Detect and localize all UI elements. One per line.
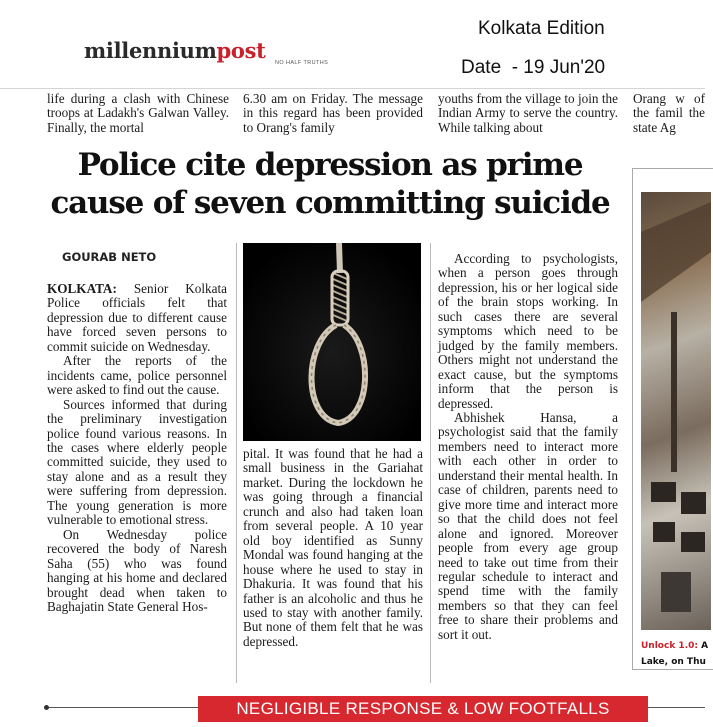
side-story-photo — [641, 192, 711, 630]
logo-main-text: millennium — [84, 38, 217, 63]
article-paragraph: Abhishek Hansa, a psychologist said that the family members need to interact more with each other in order to understand their mental health. In case of children, parents need to give more time and interact more so that the child does not feel alone and ignored. Moreover people from every age group need to take out time from their regular schedule to interact and spend time with the family members so that they can feel free to share their problems and sort it out. — [438, 409, 618, 642]
prev-article-col2: 6.30 am on Friday. The message in this regard has been provided to Orang's family — [243, 91, 423, 135]
prev-article-col3: youths from the village to join the Indian Army to serve the country. While talking about — [438, 91, 618, 135]
newspaper-logo — [84, 38, 266, 63]
article-paragraph: On Wednesday police recovered the body of Naresh Saha (55) who was found hanging at his home and declared brought dead when taken to Baghajatin State General Hos- — [47, 526, 227, 614]
dateline: KOLKATA: — [47, 281, 117, 296]
prev-article-col4: Orang w of the famil the state Ag — [633, 91, 705, 135]
footer-bullet — [44, 705, 49, 710]
article-paragraph: Sources informed that during the preliminary investigation police found various reasons. In the cases where elderly people committed suicide, they used to stay alone and as a result they were suffering from depression. The young generation is more vulnerable to emotional stress. — [47, 396, 227, 528]
logo-tagline: NO HALF TRUTHS — [275, 60, 329, 66]
article-column-1 — [47, 282, 227, 614]
column-divider — [430, 243, 431, 683]
caption-label: Unlock 1.0: — [641, 641, 698, 651]
edition-label: Kolkata Edition — [478, 18, 605, 39]
column-divider — [236, 243, 237, 683]
side-story-caption — [641, 638, 711, 670]
noose-photo — [243, 243, 421, 441]
caption-text: A — [697, 641, 709, 651]
article-paragraph: pital. It was found that he had a small business in the Gariahat market. During the lockdown he was going through a financial crunch and also had taken loan from several people. A 10 year old boy identified as Sunny Mondal was found hanging at the house where he used to stay in Dhakuria. It was found that his father is an alcoholic and thus he used to stay with another family. But none of them felt that he was depressed. — [243, 446, 423, 649]
article-paragraph: According to psychologists, when a person goes through depression, his or her logical side of the brain stops working. In such cases there are several symptoms which need to be judged by the family members. Others might not understand the exact cause, but the symptoms inform that the person is depressed. — [438, 251, 618, 411]
noose-icon — [243, 243, 421, 441]
article-paragraph — [47, 282, 227, 354]
logo-accent-text: post — [216, 38, 266, 63]
header-rule — [0, 88, 705, 89]
building-icon — [641, 192, 711, 630]
headline-line-1: Police cite depression as prime — [77, 147, 583, 183]
article-byline: GOURAB NETO — [62, 250, 157, 264]
next-headline-banner: NEGLIGIBLE RESPONSE & LOW FOOTFALLS — [198, 696, 648, 722]
headline-line-2: cause of seven committing suicide — [50, 185, 610, 221]
paragraph-text: Senior Kolkata Police officials felt that depression due to different cause have forced seven persons to commit suicide on Wednesday. — [47, 281, 227, 354]
article-headline — [30, 146, 630, 222]
article-column-3 — [438, 252, 618, 642]
article-column-2 — [243, 447, 423, 649]
caption-text-line-2: Lake, on Thu — [641, 657, 706, 667]
prev-article-col1: life during a clash with Chinese troops at Ladakh's Galwan Valley. Finally, the mortal — [47, 91, 229, 135]
date-label: Date - 19 Jun'20 — [461, 57, 606, 78]
article-paragraph: After the reports of the incidents came, police personnel were asked to find out the cause. — [47, 353, 227, 398]
